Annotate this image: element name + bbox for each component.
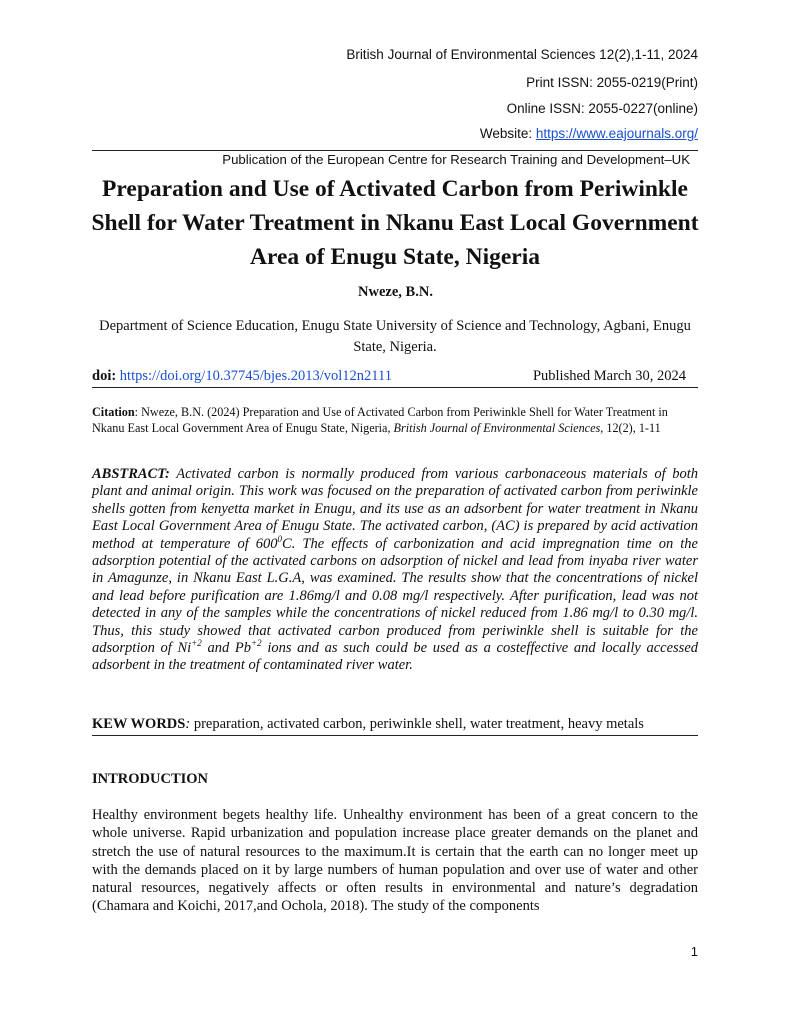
author-affiliation: Department of Science Education, Enugu State University of Science and Technology, Agbani, Enugu State, Nigeria.: [99, 318, 691, 355]
citation-block: [92, 404, 698, 436]
keywords-text: preparation, activated carbon, periwinkle shell, water treatment, heavy metals: [190, 716, 644, 732]
doi-link[interactable]: https://doi.org/10.37745/bjes.2013/vol12n2111: [119, 368, 392, 384]
citation-volume: 12(2), 1-11: [603, 421, 661, 435]
abstract-text-2: C. The effects of carbonization and acid impregnation time on the adsorption potential of the activated carbons on adsorption of nickel and lead from inyaba river water in Amagunze, in Nkanu East L.G.A, was examined. The results show that the concentrations of nickel and lead before purification are 1.86mg/l and 0.08 mg/l respectively. After purification, lead was not detected in any of the samples while the concentrations of nickel reduced from 1.86 mg/l to 0.30 mg/l. Thus, this study showed that activated carbon produced from periwinkle shell is suitable for the adsorption of Ni: [92, 535, 698, 657]
page-number: 1: [690, 944, 698, 959]
keywords-row: [92, 716, 698, 736]
journal-header: British Journal of Environmental Sciences 12(2),1-11, 2024: [346, 47, 698, 62]
abstract-sup-pb: +2: [251, 638, 262, 649]
keywords-colon: :: [185, 716, 191, 732]
doi-label: doi:: [92, 368, 117, 384]
citation-text: : Nweze, B.N. (2024) Preparation and Use of Activated Carbon from Periwinkle Shell for Water Treatment in Nkanu East Local Government Area of Enugu State, Nigeria,: [92, 405, 668, 435]
online-issn: Online ISSN: 2055-0227(online): [506, 101, 698, 116]
website-line: [480, 126, 698, 141]
publisher-line: Publication of the European Centre for Research Training and Development–UK: [92, 150, 698, 167]
abstract-text-1: Activated carbon is normally produced from various carbonaceous materials of both plant and animal origin. This work was focused on the preparation of activated carbon from periwinkle shells gotten from kenyetta market in Enugu, and its use as an adsorbent for water treatment in Nkanu East Local Government Area of Enugu State. The activated carbon, (AC) is prepared by acid activation method at temperature of 600: [92, 466, 698, 552]
abstract-label: ABSTRACT:: [92, 466, 170, 482]
keywords-label: KEW WORDS: [92, 716, 186, 732]
website-label: Website:: [479, 126, 536, 141]
abstract-text-4: ions and as such could be used as a costeffective and locally accessed adsorbent in the treatment of contaminated river water.: [92, 640, 699, 674]
citation-label: Citation: [92, 405, 135, 419]
introduction-heading: INTRODUCTION: [92, 771, 209, 787]
abstract-sup-degree: 0: [277, 533, 283, 544]
author-name: Nweze, B.N.: [358, 284, 433, 300]
doi-row: [92, 368, 698, 388]
print-issn: Print ISSN: 2055-0219(Print): [526, 75, 698, 90]
abstract-block: [92, 466, 698, 675]
introduction-paragraph: Healthy environment begets healthy life. Unhealthy environment has been of a great concern to the whole universe. Rapid urbanization and population increase place greater demands on the planet and stretch the use of natural resources to the maximum.It is certain that the earth can no longer meet up with the demands placed on it by large numbers of human population and over use of water and other natural resources, negatively affects or often results in environmental and nature’s degradation (Chamara and Koichi, 2017,and Ochola, 2018). The study of the components: [92, 807, 698, 915]
website-link[interactable]: https://www.eajournals.org/: [535, 126, 698, 141]
citation-journal: British Journal of Environmental Sciences,: [393, 421, 604, 435]
article-title: Preparation and Use of Activated Carbon from Periwinkle Shell for Water Treatment in Nkanu East Local Government Area of Enugu State, Nigeria: [91, 176, 699, 270]
abstract-sup-ni: +2: [191, 638, 202, 649]
published-date: Published March 30, 2024: [532, 368, 686, 384]
abstract-text-3: and Pb: [201, 640, 252, 657]
